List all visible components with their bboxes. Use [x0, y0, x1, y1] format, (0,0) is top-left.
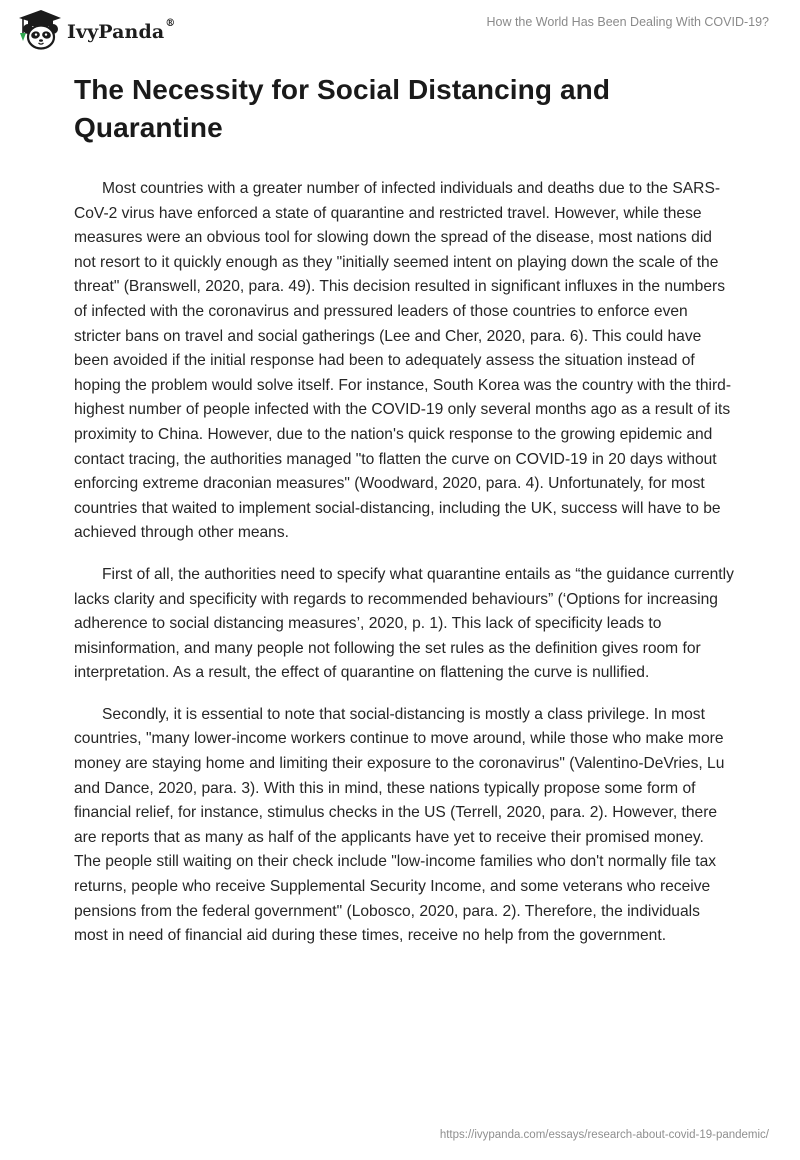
logo-wordmark: [67, 18, 176, 43]
source-url-link[interactable]: https://ivypanda.com/essays/research-about-covid-19-pandemic/: [439, 1129, 769, 1141]
section-heading: The Necessity for Social Distancing and Quarantine: [74, 74, 611, 143]
page-header: [0, 0, 800, 56]
article-body: [74, 71, 734, 966]
paragraph: Most countries with a greater number of infected individuals and deaths due to the SARS-CoV-2 virus have enforced a state of quarantine and restricted travel. However, while these measures were an obvious tool for slowing down the spread of the disease, most nations did not resort to it quickly enough as they "initially seemed intent on playing down the scale of the threat" (Branswell, 2020, para. 49). This decision resulted in significant influxes in the numbers of infected with the coronavirus and pressured leaders of those countries to enforce even stricter bans on travel and social gatherings (Lee and Cher, 2020, para. 6). This could have been avoided if the initial response had been to adequately assess the situation instead of hoping the problem would solve itself. For instance, South Korea was the country with the third-highest number of people infected with the COVID-19 only several months ago as a result of its proximity to China. However, due to the nation's quick response to the growing epidemic and contact tracing, the authorities managed "to flatten the curve on COVID-19 in 20 days without enforcing extreme draconian measures" (Woodward, 2020, para. 4). Unfortunately, for most countries that waited to implement social-distancing, including the UK, success will have to be achieved through other means.: [74, 180, 732, 542]
document-title: How the World Has Been Dealing With COVID-19?: [486, 15, 769, 29]
registered-mark: ®: [165, 18, 176, 29]
paragraph: First of all, the authorities need to specify what quarantine entails as “the guidance currently lacks clarity and specificity with regards to recommended behaviours” (‘Options for increasing adherence to social distancing measures’, 2020, p. 1). This lack of specificity leads to misinformation, and many people not following the set rules as the definition gives room for interpretation. As a result, the effect of quarantine on flattening the curve is nullified.: [74, 565, 734, 682]
paragraph: Secondly, it is essential to note that social-distancing is mostly a class privilege. In most countries, "many lower-income workers continue to move around, while those who make more money are staying home and limiting their exposure to the coronavirus" (Valentino-DeVries, Lu and Dance, 2020, para. 3). With this in mind, these nations typically propose some form of financial relief, for instance, stimulus checks in the US (Terrell, 2020, para. 2). However, there are reports that as many as half of the applicants have yet to receive their promised money. The people still waiting on their check include "low-income families who don't normally file tax returns, people who receive Supplemental Security Income, and some veterans who receive pensions from the federal government" (Lobosco, 2020, para. 2). Therefore, the individuals most in need of financial aid during these times, receive no help from the government.: [74, 705, 725, 945]
panda-graduate-icon: [15, 9, 63, 51]
ivypanda-logo[interactable]: [15, 9, 175, 51]
logo-name: IvyPanda: [67, 21, 165, 43]
